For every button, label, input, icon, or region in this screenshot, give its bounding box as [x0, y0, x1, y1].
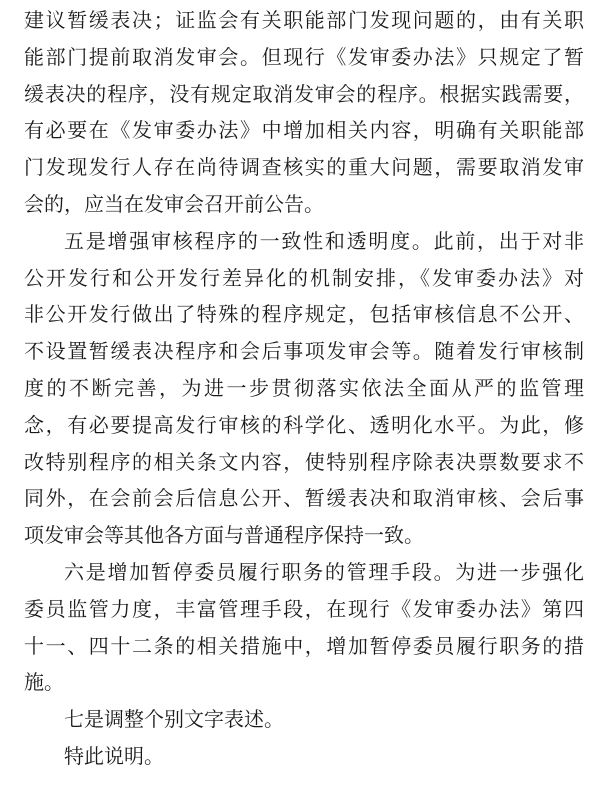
text-line: 缓表决的程序，没有规定取消发审会的程序。根据实践需要， [24, 81, 584, 106]
paragraph-item-seven [24, 701, 584, 738]
text-line: 十一、四十二条的相关措施中，增加暂停委员履行职务的措 [24, 633, 584, 658]
text-line: 公开发行和公开发行差异化的机制安排，《发审委办法》对 [24, 265, 584, 290]
text-line: 项发审会等其他各方面与普通程序保持一致。 [24, 523, 424, 548]
text-line: 不设置暂缓表决程序和会后事项发审会等。随着发行审核制 [24, 339, 584, 364]
document-page [24, 2, 584, 775]
text-line: 有必要在《发审委办法》中增加相关内容，明确有关职能部 [24, 118, 584, 143]
paragraph-cancel-review-meeting [24, 2, 584, 223]
text-line: 委员监管力度，丰富管理手段，在现行《发审委办法》第四 [24, 596, 584, 621]
text-line: 非公开发行做出了特殊的程序规定，包括审核信息不公开、 [24, 302, 584, 327]
paragraph-closing [24, 738, 584, 775]
text-line: 改特别程序的相关条文内容，使特别程序除表决票数要求不 [24, 449, 584, 474]
text-line: 会的，应当在发审会召开前公告。 [24, 191, 324, 216]
text-line: 门发现发行人存在尚待调查核实的重大问题，需要取消发审 [24, 155, 584, 180]
text-line: 度的不断完善，为进一步贯彻落实依法全面从严的监管理 [24, 375, 584, 400]
paragraph-item-six [24, 554, 584, 701]
text-line: 建议暂缓表决；证监会有关职能部门发现问题的，由有关职 [24, 8, 584, 32]
paragraph-item-five [24, 223, 584, 554]
text-line: 特此说明。 [64, 743, 164, 768]
text-line: 五是增强审核程序的一致性和透明度。此前，出于对非 [64, 228, 584, 253]
text-line: 念，有必要提高发行审核的科学化、透明化水平。为此，修 [24, 412, 584, 437]
text-line: 施。 [24, 670, 64, 695]
text-line: 七是调整个别文字表述。 [64, 707, 284, 732]
text-line: 六是增加暂停委员履行职务的管理手段。为进一步强化 [64, 559, 584, 584]
text-line: 同外，在会前会后信息公开、暂缓表决和取消审核、会后事 [24, 486, 584, 511]
text-line: 能部门提前取消发审会。但现行《发审委办法》只规定了暂 [24, 44, 584, 69]
